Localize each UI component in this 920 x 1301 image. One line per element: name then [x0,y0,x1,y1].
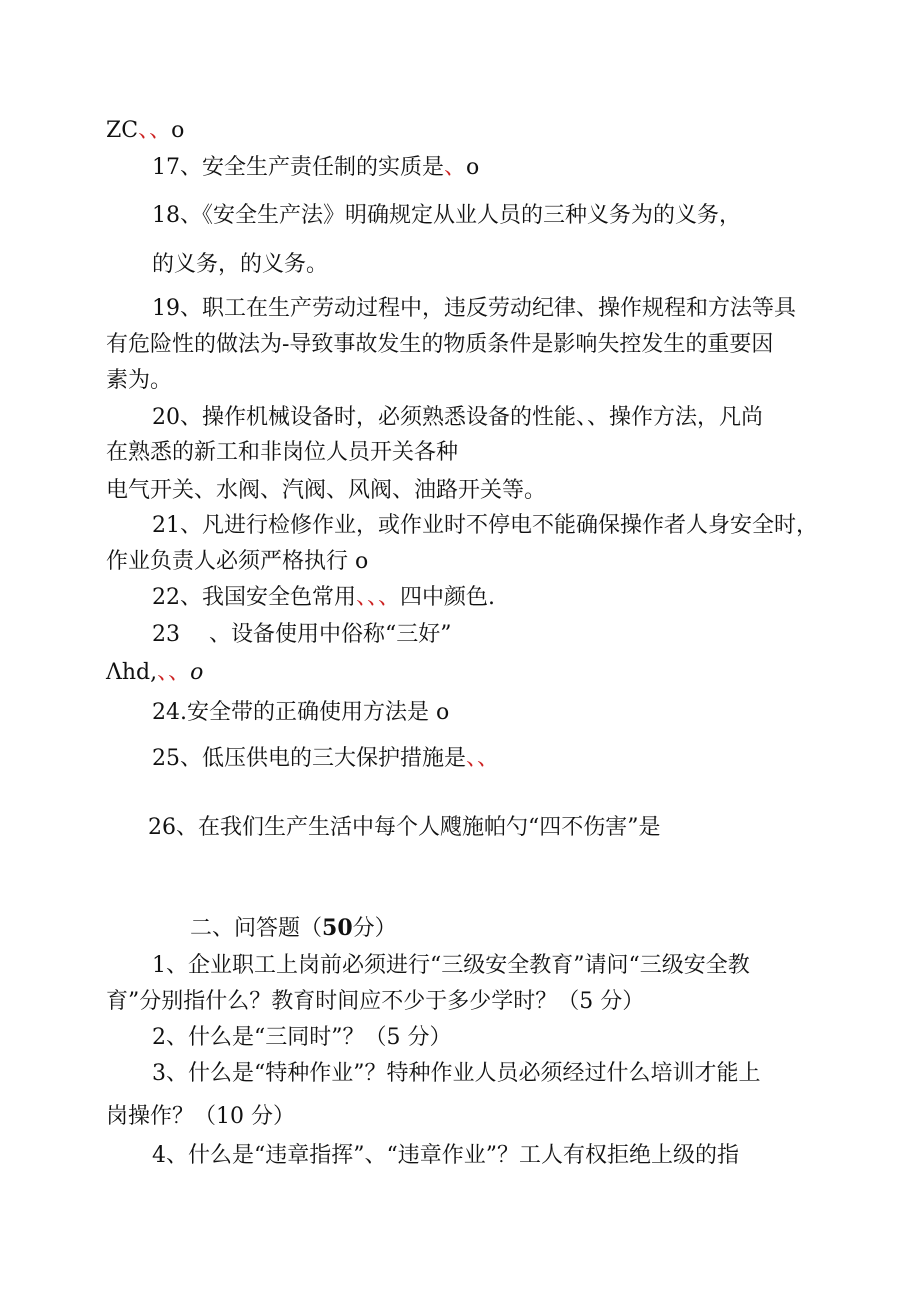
question-24: 24.安全带的正确使用方法是 o [152,700,450,725]
question-19-cont2: 素为。 [106,368,173,393]
question-21: 21、凡进行检修作业，或作业时不停电不能确保操作者人身安全时， [152,513,818,538]
line-text: ZC [106,118,139,143]
question-25 [152,746,499,772]
qa-question-3-cont: 岗操作？（10 分） [106,1104,295,1129]
question-20: 20、操作机械设备时，必须熟悉设备的性能、、操作方法，凡尚 [152,405,763,430]
qa-question-1: 1、企业职工上岗前必须进行“三级安全教育”请问“三级安全教 [152,953,750,978]
line-tail: o [190,660,204,685]
question-19-cont1: 有危险性的做法为-导致事故发生的物质条件是影响失控发生的重要因 [106,332,774,357]
line-text: 25、低压供电的三大保护措施是 [152,746,466,771]
question-22 [152,585,495,611]
red-blank-marks: 、、 [157,660,191,685]
question-17 [152,155,479,181]
line-tail: o [171,118,185,143]
line-text: Λhd, [106,660,158,685]
section-heading-qa [190,915,397,942]
qa-question-4: 4、什么是“违章指挥”、“违章作业”？工人有权拒绝上级的指 [152,1143,739,1168]
line-text: 22、我国安全色常用 [152,585,356,610]
question-20-cont2: 电气开关、水阀、汽阀、风阀、油路开关等。 [106,478,547,503]
question-23: 23 、设备使用中俗称“三好” [152,622,452,647]
question-21-cont: 作业负责人必须严格执行 o [106,549,369,574]
line-tail: 四中颜色. [400,585,496,610]
qa-question-2: 2、什么是“三同时”？（5 分） [152,1025,452,1050]
question-18: 18、《安全生产法》明确规定从业人员的三种义务为的义务， [152,203,741,228]
red-blank-marks: 、、、 [356,585,401,610]
red-blank-marks: 、 [444,155,467,180]
qa-question-1-cont: 育”分别指什么？教育时间应不少于多少学时？（5 分） [106,989,645,1014]
question-19: 19、职工在生产劳动过程中，违反劳动纪律、操作规程和方法等具 [152,296,796,321]
heading-text: 二、问答题（ [190,916,323,941]
text-line-zc [106,118,184,144]
heading-tail: 分） [352,916,397,941]
red-blank-marks: 、、 [466,746,500,771]
line-text: 17、安全生产责任制的实质是 [152,155,444,180]
line-tail: o [466,155,480,180]
red-blank-marks: 、、 [138,118,172,143]
qa-question-3: 3、什么是“特种作业”？特种作业人员必须经过什么培训才能上 [152,1061,761,1086]
question-20-cont1: 在熟悉的新工和非岗位人员开关各种 [106,440,459,465]
heading-score: 50 [322,915,353,941]
question-23-cont [106,660,203,686]
question-18-cont: 的义务，的义务。 [152,252,329,277]
question-26: 26、在我们生产生活中每个人飕施帕勺“四不伤害”是 [148,815,661,840]
